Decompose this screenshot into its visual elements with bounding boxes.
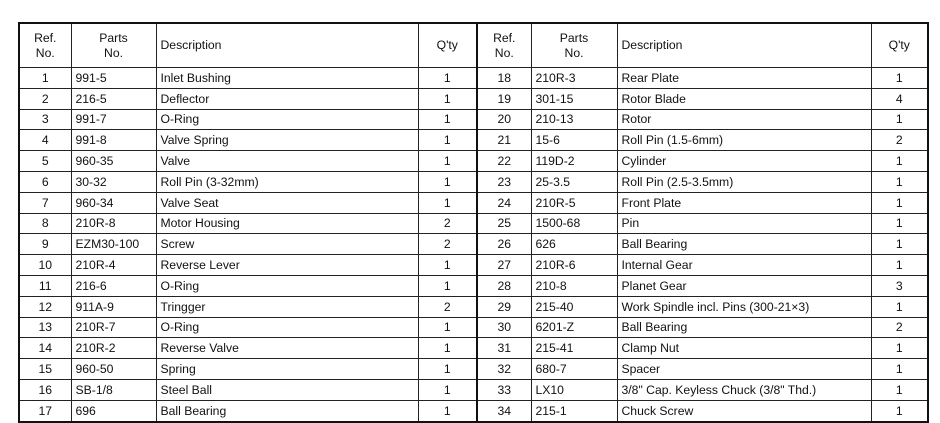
part-number-cell: 210R-5 [531, 192, 617, 213]
description-cell: Roll Pin (2.5-3.5mm) [617, 171, 871, 192]
description-cell: Spring [156, 359, 418, 380]
description-cell: Tringger [156, 296, 418, 317]
ref-cell: 29 [477, 296, 531, 317]
table-row [19, 296, 928, 317]
description-cell: O-Ring [156, 275, 418, 296]
part-number-cell: 210R-3 [531, 68, 617, 89]
part-number-cell: EZM30-100 [71, 234, 156, 255]
description-cell: Rotor [617, 109, 871, 130]
part-number-cell: 119D-2 [531, 151, 617, 172]
part-number-cell: 30-32 [71, 171, 156, 192]
part-number-cell: 991-5 [71, 68, 156, 89]
description-cell: Reverse Valve [156, 338, 418, 359]
quantity-cell: 4 [871, 88, 928, 109]
part-number-cell: 911A-9 [71, 296, 156, 317]
part-number-cell: 210-13 [531, 109, 617, 130]
header-qty-label: Q'ty [436, 38, 458, 52]
quantity-cell: 1 [418, 338, 477, 359]
quantity-cell: 1 [418, 151, 477, 172]
table-row [19, 171, 928, 192]
description-cell: Valve Seat [156, 192, 418, 213]
quantity-cell: 1 [418, 275, 477, 296]
header-description-left [156, 23, 418, 68]
table-row [19, 151, 928, 172]
ref-cell: 1 [19, 68, 71, 89]
quantity-cell: 1 [418, 317, 477, 338]
part-number-cell: 215-1 [531, 400, 617, 421]
table-row [19, 317, 928, 338]
quantity-cell: 1 [418, 400, 477, 421]
part-number-cell: 1500-68 [531, 213, 617, 234]
header-parts-label: Parts No. [99, 30, 128, 60]
quantity-cell: 1 [871, 109, 928, 130]
quantity-cell: 1 [418, 68, 477, 89]
parts-table-body [19, 68, 928, 422]
ref-cell: 11 [19, 275, 71, 296]
part-number-cell: 210R-8 [71, 213, 156, 234]
quantity-cell: 1 [871, 171, 928, 192]
ref-cell: 6 [19, 171, 71, 192]
ref-cell: 34 [477, 400, 531, 421]
description-cell: Deflector [156, 88, 418, 109]
description-cell: Chuck Screw [617, 400, 871, 421]
ref-cell: 13 [19, 317, 71, 338]
part-number-cell: 210R-7 [71, 317, 156, 338]
header-parts-right [531, 23, 617, 68]
parts-table [18, 22, 929, 423]
description-cell: Ball Bearing [617, 234, 871, 255]
description-cell: Clamp Nut [617, 338, 871, 359]
quantity-cell: 1 [871, 234, 928, 255]
part-number-cell: 25-3.5 [531, 171, 617, 192]
ref-cell: 16 [19, 379, 71, 400]
header-qty-left [418, 23, 477, 68]
ref-cell: 17 [19, 400, 71, 421]
description-cell: Ball Bearing [156, 400, 418, 421]
ref-cell: 23 [477, 171, 531, 192]
description-cell: Roll Pin (3-32mm) [156, 171, 418, 192]
description-cell: Spacer [617, 359, 871, 380]
quantity-cell: 1 [871, 192, 928, 213]
quantity-cell: 1 [418, 88, 477, 109]
quantity-cell: 1 [871, 379, 928, 400]
part-number-cell: 215-40 [531, 296, 617, 317]
quantity-cell: 2 [418, 213, 477, 234]
description-cell: O-Ring [156, 109, 418, 130]
header-parts-label: Parts No. [559, 30, 589, 60]
quantity-cell: 1 [871, 296, 928, 317]
table-row [19, 130, 928, 151]
quantity-cell: 1 [871, 338, 928, 359]
quantity-cell: 2 [871, 317, 928, 338]
header-qty-right [871, 23, 928, 68]
ref-cell: 7 [19, 192, 71, 213]
ref-cell: 14 [19, 338, 71, 359]
description-cell: Pin [617, 213, 871, 234]
ref-cell: 19 [477, 88, 531, 109]
ref-cell: 4 [19, 130, 71, 151]
ref-cell: 31 [477, 338, 531, 359]
description-cell: Internal Gear [617, 255, 871, 276]
header-qty-label: Q'ty [888, 38, 910, 52]
quantity-cell: 2 [418, 296, 477, 317]
quantity-cell: 1 [871, 359, 928, 380]
quantity-cell: 1 [871, 400, 928, 421]
description-cell: Valve [156, 151, 418, 172]
ref-cell: 2 [19, 88, 71, 109]
part-number-cell: 960-50 [71, 359, 156, 380]
ref-cell: 28 [477, 275, 531, 296]
ref-cell: 3 [19, 109, 71, 130]
description-cell: Ball Bearing [617, 317, 871, 338]
description-cell: Planet Gear [617, 275, 871, 296]
part-number-cell: 680-7 [531, 359, 617, 380]
table-row [19, 338, 928, 359]
header-description-label: Description [160, 38, 222, 52]
ref-cell: 24 [477, 192, 531, 213]
ref-cell: 9 [19, 234, 71, 255]
quantity-cell: 2 [871, 130, 928, 151]
part-number-cell: 216-6 [71, 275, 156, 296]
part-number-cell: 991-7 [71, 109, 156, 130]
part-number-cell: 210R-4 [71, 255, 156, 276]
header-ref-left [19, 23, 71, 68]
description-cell: Motor Housing [156, 213, 418, 234]
description-cell: Cylinder [617, 151, 871, 172]
quantity-cell: 1 [871, 213, 928, 234]
table-row [19, 192, 928, 213]
ref-cell: 8 [19, 213, 71, 234]
ref-cell: 15 [19, 359, 71, 380]
header-description-right [617, 23, 871, 68]
quantity-cell: 1 [418, 379, 477, 400]
quantity-cell: 1 [418, 192, 477, 213]
part-number-cell: 15-6 [531, 130, 617, 151]
part-number-cell: 210R-2 [71, 338, 156, 359]
header-ref-label: Ref. No. [34, 30, 57, 60]
part-number-cell: 626 [531, 234, 617, 255]
header-ref-label: Ref. No. [493, 30, 516, 60]
ref-cell: 10 [19, 255, 71, 276]
description-cell: Inlet Bushing [156, 68, 418, 89]
quantity-cell: 1 [418, 109, 477, 130]
ref-cell: 26 [477, 234, 531, 255]
part-number-cell: 210-8 [531, 275, 617, 296]
ref-cell: 30 [477, 317, 531, 338]
table-row [19, 88, 928, 109]
description-cell: Front Plate [617, 192, 871, 213]
description-cell: Rear Plate [617, 68, 871, 89]
parts-list-sheet [18, 22, 927, 418]
description-cell: Work Spindle incl. Pins (300-21×3) [617, 296, 871, 317]
part-number-cell: 991-8 [71, 130, 156, 151]
header-row [19, 23, 928, 68]
ref-cell: 25 [477, 213, 531, 234]
ref-cell: 32 [477, 359, 531, 380]
quantity-cell: 1 [871, 151, 928, 172]
part-number-cell: 210R-6 [531, 255, 617, 276]
quantity-cell: 1 [418, 359, 477, 380]
description-cell: Reverse Lever [156, 255, 418, 276]
ref-cell: 21 [477, 130, 531, 151]
part-number-cell: SB-1/8 [71, 379, 156, 400]
quantity-cell: 3 [871, 275, 928, 296]
ref-cell: 18 [477, 68, 531, 89]
description-cell: O-Ring [156, 317, 418, 338]
ref-cell: 20 [477, 109, 531, 130]
description-cell: 3/8" Cap. Keyless Chuck (3/8" Thd.) [617, 379, 871, 400]
description-cell: Rotor Blade [617, 88, 871, 109]
part-number-cell: 215-41 [531, 338, 617, 359]
ref-cell: 5 [19, 151, 71, 172]
header-description-label: Description [621, 38, 683, 52]
description-cell: Screw [156, 234, 418, 255]
description-cell: Steel Ball [156, 379, 418, 400]
ref-cell: 33 [477, 379, 531, 400]
part-number-cell: 216-5 [71, 88, 156, 109]
table-row [19, 109, 928, 130]
ref-cell: 12 [19, 296, 71, 317]
ref-cell: 22 [477, 151, 531, 172]
quantity-cell: 1 [418, 130, 477, 151]
header-ref-right [477, 23, 531, 68]
description-cell: Valve Spring [156, 130, 418, 151]
quantity-cell: 2 [418, 234, 477, 255]
quantity-cell: 1 [871, 68, 928, 89]
part-number-cell: 696 [71, 400, 156, 421]
part-number-cell: 960-35 [71, 151, 156, 172]
table-row [19, 255, 928, 276]
quantity-cell: 1 [871, 255, 928, 276]
description-cell: Roll Pin (1.5-6mm) [617, 130, 871, 151]
ref-cell: 27 [477, 255, 531, 276]
part-number-cell: 301-15 [531, 88, 617, 109]
part-number-cell: 960-34 [71, 192, 156, 213]
table-row [19, 359, 928, 380]
part-number-cell: LX10 [531, 379, 617, 400]
table-row [19, 68, 928, 89]
table-row [19, 213, 928, 234]
header-parts-left [71, 23, 156, 68]
table-row [19, 275, 928, 296]
quantity-cell: 1 [418, 255, 477, 276]
quantity-cell: 1 [418, 171, 477, 192]
table-row [19, 400, 928, 421]
table-row [19, 379, 928, 400]
part-number-cell: 6201-Z [531, 317, 617, 338]
table-row [19, 234, 928, 255]
